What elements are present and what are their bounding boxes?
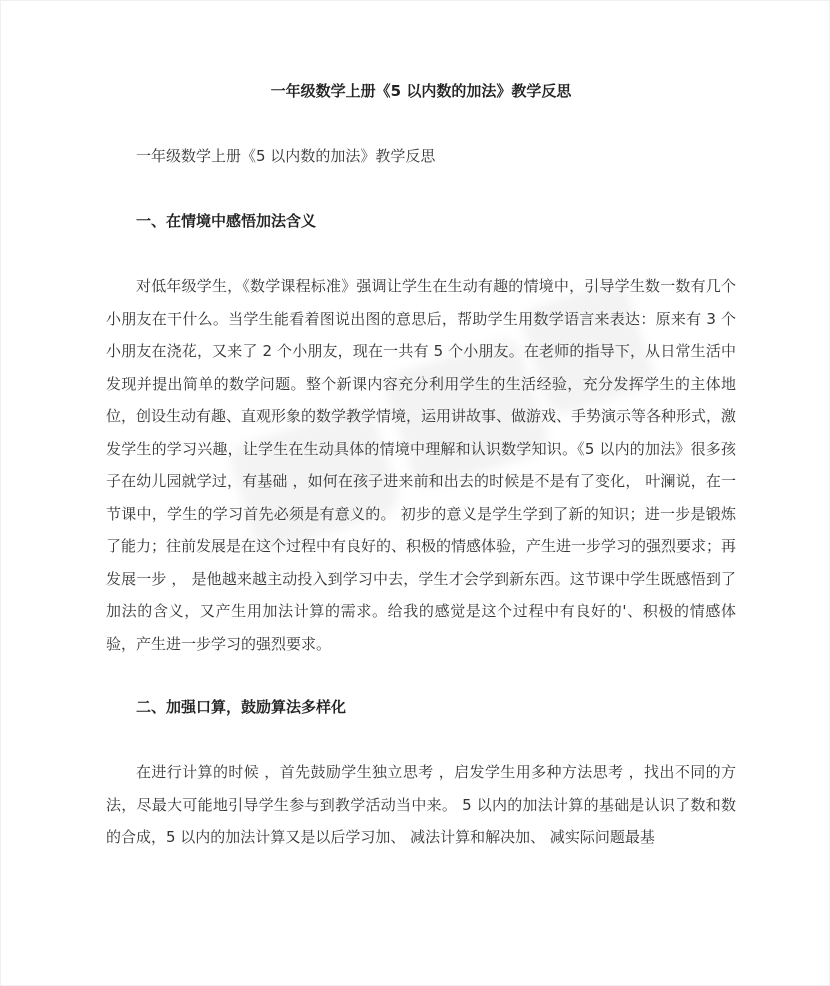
document-title: 一年级数学上册《5 以内数的加法》教学反思: [270, 82, 572, 100]
section-1-heading: 一、在情境中感悟加法含义: [136, 212, 317, 230]
document-content: [106, 75, 736, 854]
section-2-paragraph: 在进行计算的时候 ，首先鼓励学生独立思考 ，启发学生用多种方法思考 ，找出不同的方法，尽最大可能地引导学生参与到教学活动当中来。 5 以内的加法计算的基础是认识了数和数的合成，5 以内的加法计算又是以后学习加、 减法计算和解决加、 减实际问题最基: [106, 763, 736, 846]
intro-line: 一年级数学上册《5 以内数的加法》教学反思: [136, 147, 436, 165]
section-2-heading: 二、加强口算，鼓励算法多样化: [136, 698, 347, 716]
section-1-paragraph: 对低年级学生，《数学课程标准》强调让学生在生动有趣的情境中，引导学生数一数有几个小朋友在干什么。当学生能看着图说出图的意思后，帮助学生用数学语言来表达：原来有 3 个小朋友在浇花，又来了 2 个小朋友，现在一共有 5 个小朋友。在老师的指导下，从日常生活中发现并提出简单的数学问题。整个新课内容充分利用学生的生活经验，充分发挥学生的主体地位，创设生动有趣、直观形象的数学教学情境，运用讲故事、做游戏、手势演示等各种形式，激发学生的学习兴趣，让学生在生动具体的情境中理解和认识数学知识。《5 以内的加法》很多孩子在幼儿园就学过，有基础 ，如何在孩子进来前和出去的时候是不是有了变化， 叶澜说，在一节课中，学生的学习首先必须是有意义的。 初步的意义是学生学到了新的知识；进一步是锻炼了能力；往前发展是在这个过程中有良好的、积极的情感体验，产生进一步学习的强烈要求；再发展一步 ， 是他越来越主动投入到学习中去，学生才会学到新东西。这节课中学生既感悟到了加法的含义，又产生用加法计算的需求。给我的感觉是这个过程中有良好的'、积极的情感体验，产生进一步学习的强烈要求。: [106, 277, 737, 653]
